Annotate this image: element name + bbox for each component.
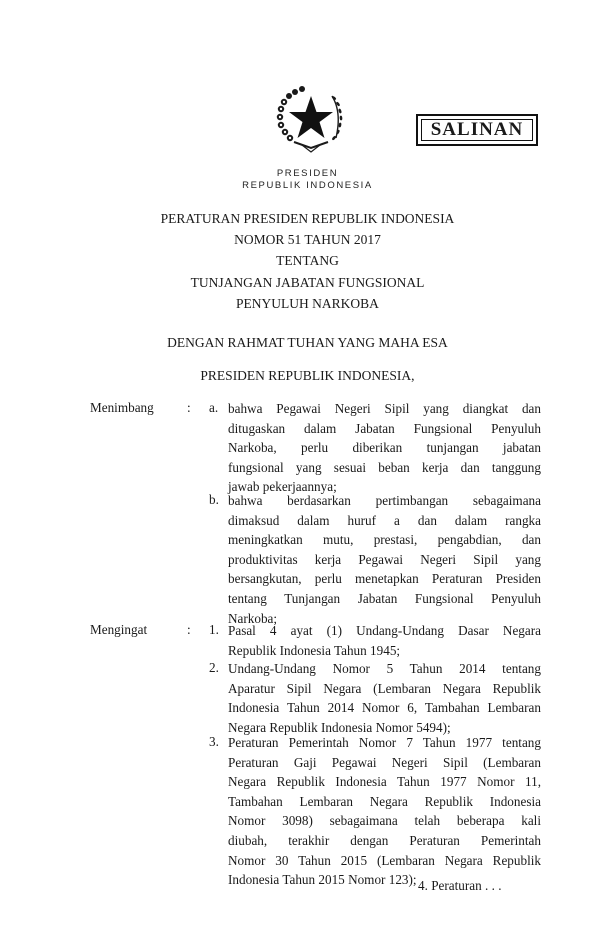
republik-label: REPUBLIK INDONESIA	[242, 180, 373, 191]
regulation-title: PERATURAN PRESIDEN REPUBLIK INDONESIA	[160, 211, 455, 226]
mengingat-item-2	[228, 659, 541, 737]
text-line: ditugaskan dalam Jabatan Fungsional Penyuluh	[228, 420, 541, 436]
text-line: meningkatkan mutu, prestasi, pengabdian, dan	[228, 532, 541, 548]
regulation-subject-line2: PENYULUH NARKOBA	[236, 296, 379, 311]
menimbang-colon: :	[187, 400, 191, 415]
page-continuation: 4. Peraturan . . .	[418, 878, 502, 893]
text-line: Indonesia Tahun 2014 Nomor 6, Tambahan Lembaran	[228, 700, 541, 716]
regulation-subject-line1: TUNJANGAN JABATAN FUNGSIONAL	[190, 275, 425, 290]
text-line: produktivitas kerja Pegawai Negeri Sipil yang	[228, 551, 541, 567]
mengingat-item-3	[228, 733, 541, 890]
text-line: Indonesia Tahun 2015 Nomor 123);	[228, 872, 417, 888]
text-line: dimaksud dalam huruf a dan dalam rangka	[228, 512, 541, 528]
mengingat-item-2-marker: 2.	[209, 660, 219, 675]
text-line: bahwa Pegawai Negeri Sipil yang diangkat dan	[228, 401, 541, 416]
text-line: jawab pekerjaannya;	[228, 479, 337, 495]
presiden-label: PRESIDEN	[276, 168, 339, 179]
text-line: Aparatur Sipil Negara (Lembaran Negara Republik	[228, 680, 541, 696]
mengingat-label: Mengingat	[90, 622, 148, 637]
text-line: Narkoba, perlu diberikan tunjangan jabatan	[228, 440, 541, 456]
salinan-stamp	[416, 114, 538, 146]
menimbang-item-a	[228, 399, 541, 497]
tentang-label: TENTANG	[276, 253, 339, 268]
menimbang-item-b-marker: b.	[209, 492, 219, 507]
text-line: Nomor 30 Tahun 2015 (Lembaran Negara Republik	[228, 852, 541, 868]
menimbang-label: Menimbang	[90, 400, 154, 415]
text-line: fungsional yang sesuai beban kerja dan tanggung	[228, 459, 541, 475]
presiden-clause: PRESIDEN REPUBLIK INDONESIA,	[200, 368, 415, 383]
rahmat-clause: DENGAN RAHMAT TUHAN YANG MAHA ESA	[167, 335, 448, 350]
menimbang-item-b	[228, 491, 541, 628]
presidential-emblem	[272, 82, 350, 154]
text-line: Undang-Undang Nomor 5 Tahun 2014 tentang	[228, 661, 541, 676]
text-line: Peraturan Gaji Pegawai Negeri Sipil (Lembaran	[228, 754, 541, 770]
text-line: Negara Republik Indonesia Nomor 5494);	[228, 719, 451, 735]
text-line: Negara Republik Indonesia Tahun 1977 Nomor 11,	[228, 774, 541, 790]
salinan-stamp-text: SALINAN	[421, 119, 533, 141]
mengingat-item-1	[228, 621, 541, 660]
menimbang-item-a-marker: a.	[209, 400, 219, 415]
regulation-number: NOMOR 51 TAHUN 2017	[234, 232, 381, 247]
text-line: Republik Indonesia Tahun 1945;	[228, 642, 401, 658]
text-line: bahwa berdasarkan pertimbangan sebagaimana	[228, 493, 541, 508]
text-line: Nomor 3098) sebagaimana telah beberapa kali	[228, 813, 541, 829]
text-line: diubah, terakhir dengan Peraturan Pemerintah	[228, 832, 541, 848]
text-line: tentang Tunjangan Jabatan Fungsional Penyuluh	[228, 590, 541, 606]
text-line: Peraturan Pemerintah Nomor 7 Tahun 1977 tentang	[228, 735, 541, 750]
text-line: Tambahan Lembaran Negara Republik Indonesia	[228, 793, 541, 809]
mengingat-item-1-marker: 1.	[209, 622, 219, 637]
mengingat-colon: :	[187, 622, 191, 637]
text-line: Narkoba;	[228, 610, 278, 626]
mengingat-item-3-marker: 3.	[209, 734, 219, 749]
text-line: bersangkutan, perlu menetapkan Peraturan Presiden	[228, 571, 541, 587]
text-line: Pasal 4 ayat (1) Undang-Undang Dasar Negara	[228, 623, 541, 638]
